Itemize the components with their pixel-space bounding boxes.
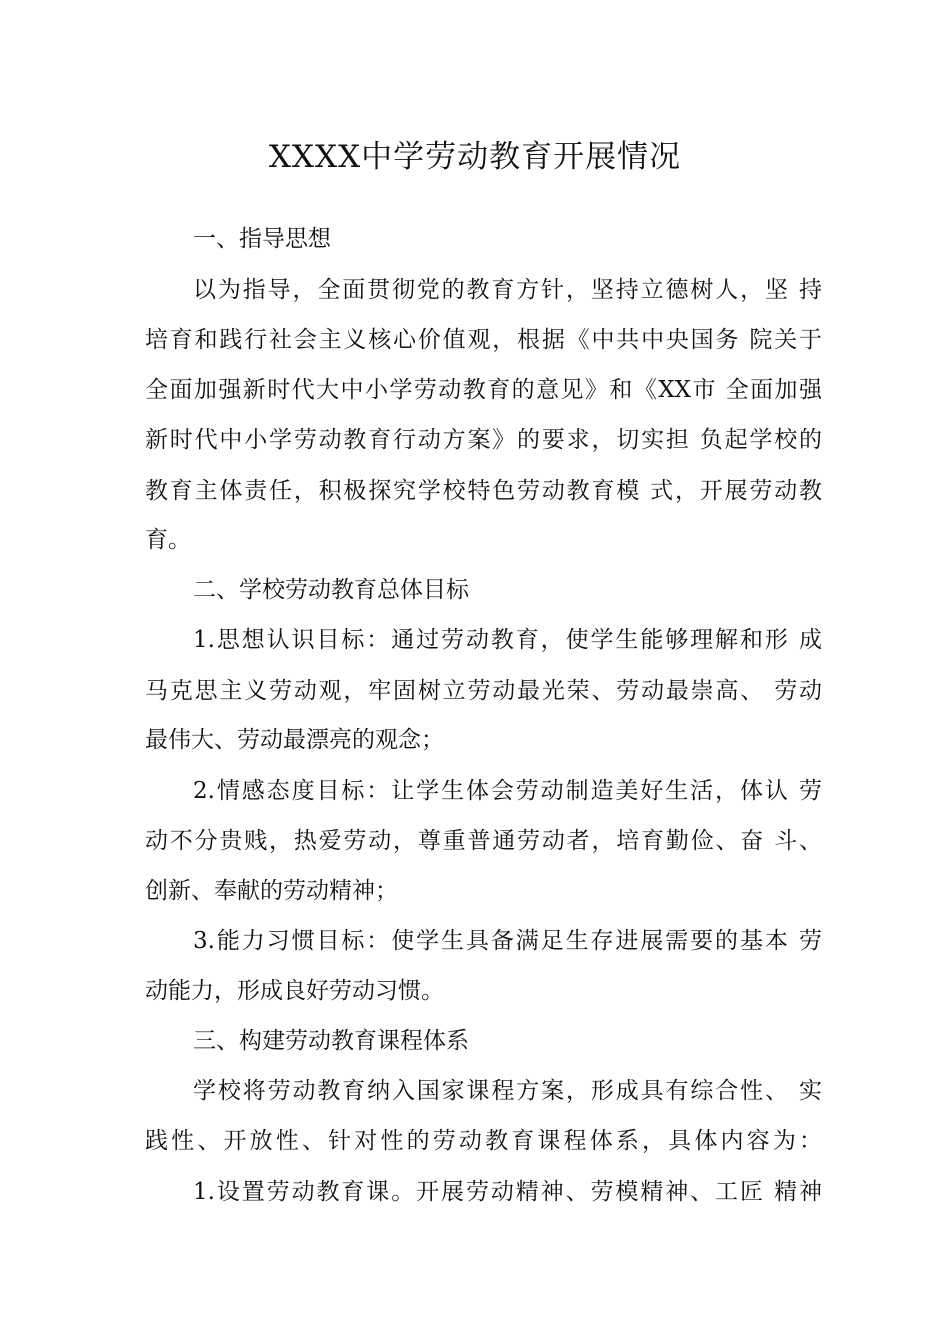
paragraph-line: 2.情感态度目标：让学生体会劳动制造美好生活，体认 劳 <box>193 778 822 804</box>
document-title: XXXX中学劳动教育开展情况 <box>268 139 682 175</box>
paragraph-line: 动能力，形成良好劳动习惯。 <box>145 978 444 1004</box>
paragraph-line: 育。 <box>145 527 191 553</box>
paragraph-line: 3.能力习惯目标：使学生具备满足生存进展需要的基本 劳 <box>193 928 822 954</box>
paragraph-line: 动不分贵贱，热爱劳动，尊重普通劳动者，培育勤俭、奋 斗、 <box>145 828 822 854</box>
paragraph-line: 培育和践行社会主义核心价值观，根据《中共中央国务 院关于 <box>145 327 822 353</box>
section-heading-guiding-ideology: 一、指导思想 <box>193 226 331 252</box>
paragraph-line: 学校将劳动教育纳入国家课程方案，形成具有综合性、 实 <box>193 1078 822 1104</box>
paragraph-line: 全面加强新时代大中小学劳动教育的意见》和《XX市 全面加强 <box>145 377 822 403</box>
paragraph-line: 教育主体责任，积极探究学校特色劳动教育模 式，开展劳动教 <box>145 478 822 504</box>
paragraph-line: 1.思想认识目标：通过劳动教育，使学生能够理解和形 成 <box>193 627 822 653</box>
paragraph-line: 新时代中小学劳动教育行动方案》的要求，切实担 负起学校的 <box>145 427 822 453</box>
paragraph-line: 马克思主义劳动观，牢固树立劳动最光荣、劳动最崇高、 劳动 <box>145 678 822 704</box>
paragraph-line: 最伟大、劳动最漂亮的观念； <box>145 727 444 753</box>
section-heading-curriculum-system: 三、构建劳动教育课程体系 <box>193 1028 469 1054</box>
paragraph-line: 践性、开放性、针对性的劳动教育课程体系，具体内容为： <box>145 1128 822 1154</box>
paragraph-line: 1.设置劳动教育课。开展劳动精神、劳模精神、工匠 精神 <box>193 1179 822 1205</box>
paragraph-line: 创新、奉献的劳动精神； <box>145 878 398 904</box>
section-heading-overall-goals: 二、学校劳动教育总体目标 <box>193 577 469 603</box>
paragraph-line: 以为指导，全面贯彻党的教育方针，坚持立德树人，坚 持 <box>193 277 822 303</box>
